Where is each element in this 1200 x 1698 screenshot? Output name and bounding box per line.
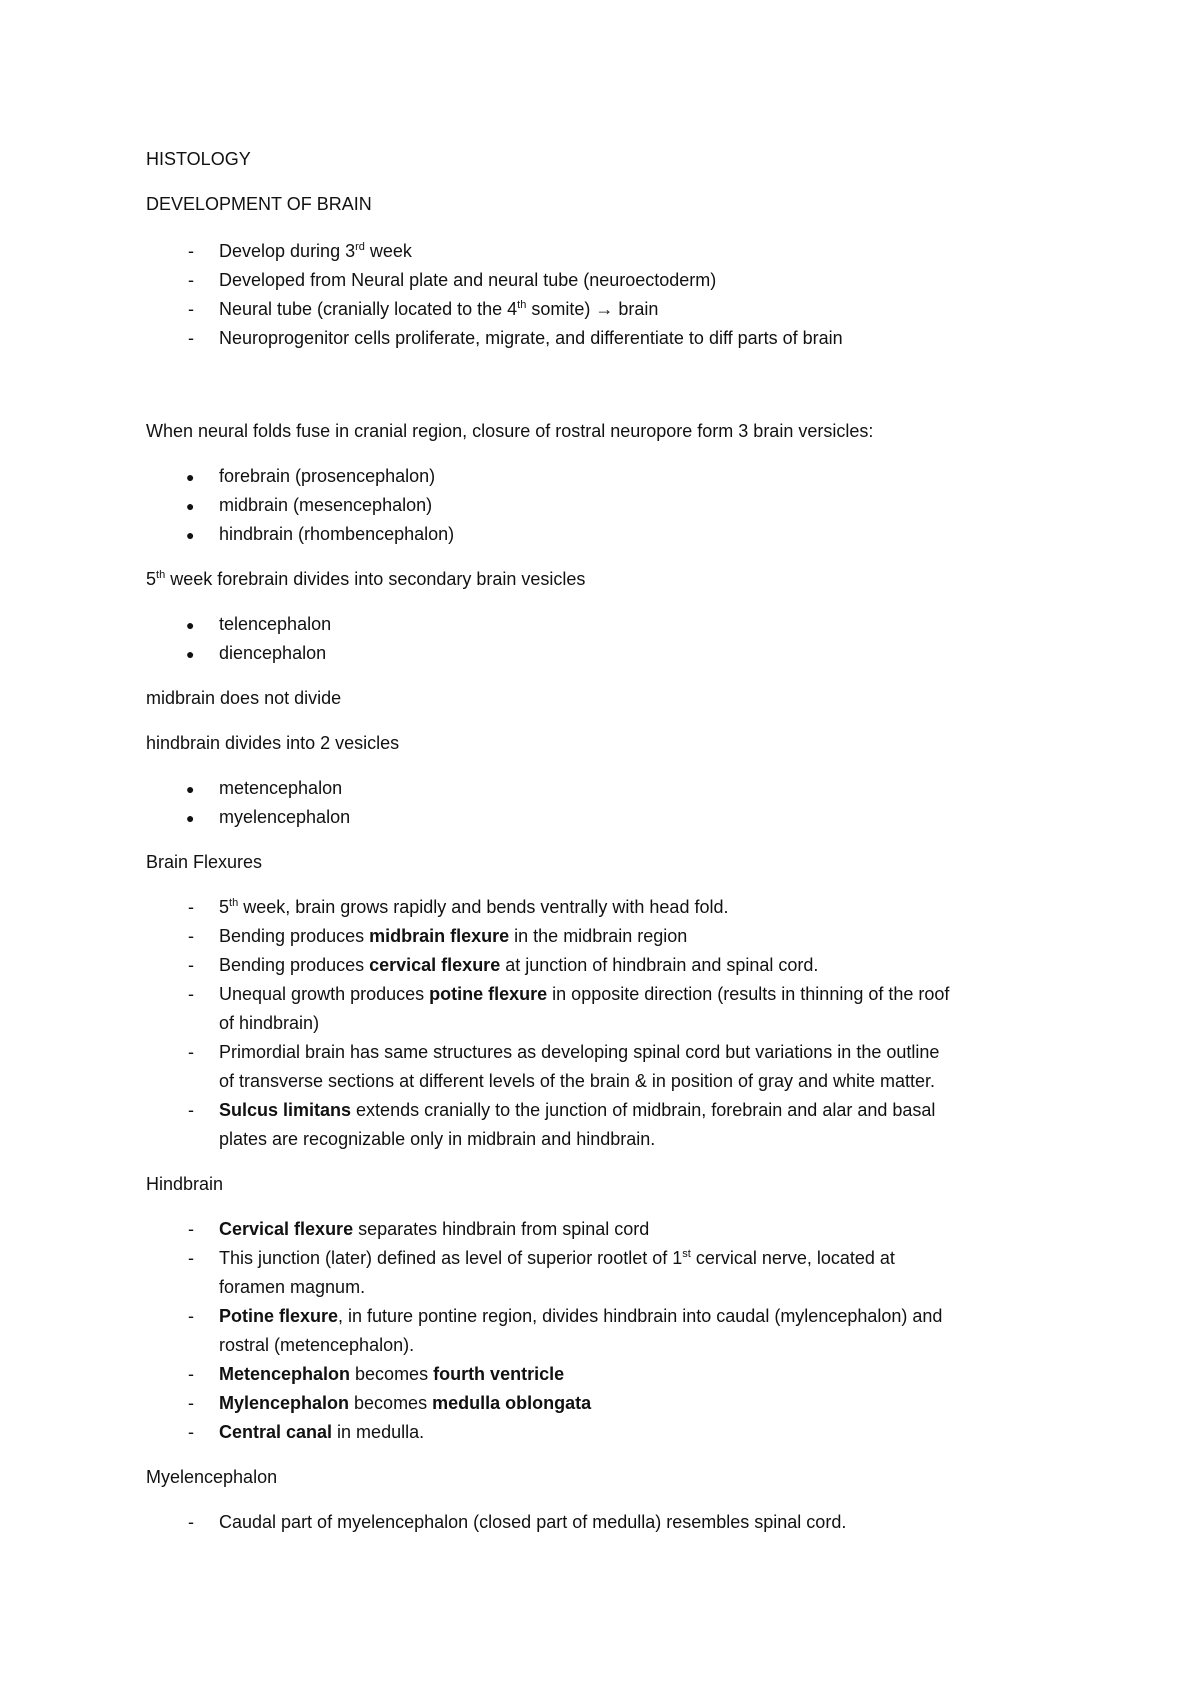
bullet-marker: ● <box>186 617 195 633</box>
dash-marker: - <box>188 328 194 348</box>
dash-marker: - <box>188 1042 194 1062</box>
bullet-marker: ● <box>186 527 195 543</box>
dash-marker: - <box>188 241 194 261</box>
dash-marker: - <box>188 1364 194 1384</box>
right-arrow-icon: → <box>595 299 614 319</box>
dash-marker: - <box>188 270 194 290</box>
dash-marker: - <box>188 1393 194 1413</box>
dash-marker: - <box>188 1306 194 1326</box>
bullet-marker: ● <box>186 810 195 826</box>
dash-marker: - <box>188 1100 194 1120</box>
section-heading-myelencephalon: Myelencephalon <box>146 1467 278 1487</box>
dash-marker: - <box>188 955 194 975</box>
document-title: HISTOLOGY <box>146 149 251 169</box>
paragraph-vesicles: When neural folds fuse in cranial region, closure of rostral neuropore form 3 brain versicles: <box>146 421 874 441</box>
dash-marker: - <box>188 1422 194 1442</box>
dash-marker: - <box>188 1248 194 1268</box>
paragraph-hindbrain: hindbrain divides into 2 vesicles <box>146 733 400 753</box>
bullet-marker: ● <box>186 646 195 662</box>
dash-marker: - <box>188 897 194 917</box>
dash-marker: - <box>188 299 194 319</box>
paragraph-midbrain: midbrain does not divide <box>146 688 342 708</box>
section-heading-hindbrain: Hindbrain <box>146 1174 224 1194</box>
dash-marker: - <box>188 926 194 946</box>
dash-marker: - <box>188 1512 194 1532</box>
bullet-marker: ● <box>186 498 195 514</box>
paragraph-secondary-intro: 5th week forebrain divides into secondary brain vesicles <box>146 569 586 589</box>
section-heading-development: DEVELOPMENT OF BRAIN <box>146 194 372 214</box>
bullet-marker: ● <box>186 469 195 485</box>
bullet-marker: ● <box>186 781 195 797</box>
dash-marker: - <box>188 984 194 1004</box>
section-heading-flexures: Brain Flexures <box>146 852 263 872</box>
dash-marker: - <box>188 1219 194 1239</box>
